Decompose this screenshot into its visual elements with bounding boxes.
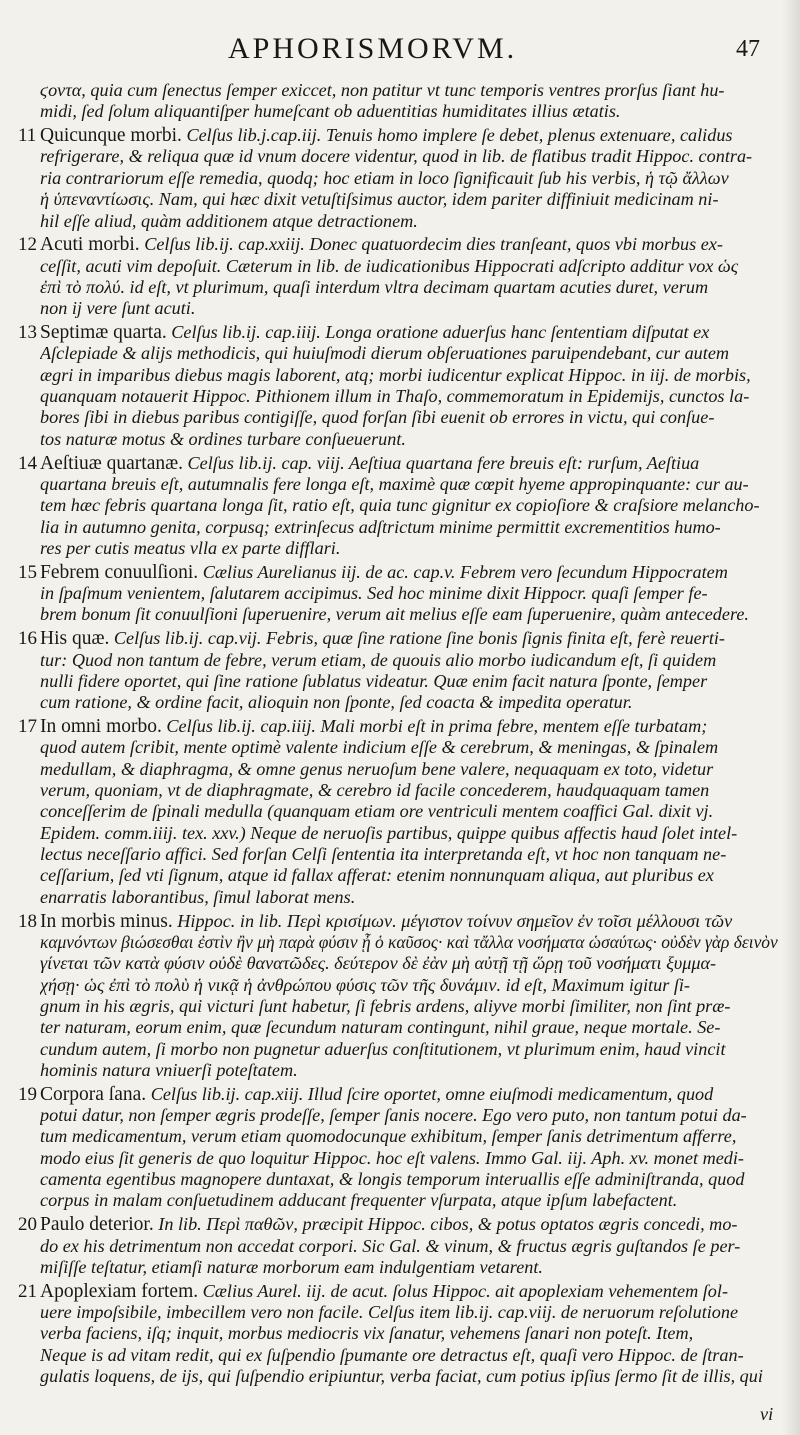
aphorism-number: 19 [18, 1083, 37, 1105]
aphorism-number: 12 [18, 234, 37, 256]
text-line: conceſſerim de ſpinali medulla (quanquam etiam ore ventriculi mentem coaffici Gal. dixit vj. [40, 801, 714, 822]
text-line: Epidem. comm.iiij. tex. xxv.) Neque de neruoſis partibus, quippe quibus affectis haud ſolet intel- [40, 822, 738, 843]
text-line: in ſpaſmum venientem, ſalutarem accipimus. Sed hoc minime dixit Hippocr. quaſi ſemper fe- [40, 583, 708, 604]
aphorism-number: 20 [18, 1214, 37, 1236]
text-line [40, 628, 778, 650]
text-line [40, 453, 778, 475]
text-line: uere impoſsibile, imbecillem vero non facile. Celſus item lib.ij. cap.viij. de neruorum reſolutione [40, 1302, 739, 1322]
page-number: 47 [736, 36, 760, 62]
commentary-text: Hippoc. in lib. Περὶ κρισίμων. μέγιστον τοίνυν σημεῖον ἐν τοῖσι μέλλουσι τῶν [172, 910, 733, 931]
text-line: ϛοντα, quia cum ſenectus ſemper exiccet, non patitur vt tunc temporis ventres prorſus ſiant hu- [40, 80, 725, 100]
text-line: Aſclepiade & alijs methodicis, qui huiuſmodi dierum obſeruationes paruipendebant, cur autem [40, 343, 730, 364]
text-line: lectus neceſſario affici. Sed forſan Celſi ſententia ita interpretanda eſt, vt hoc non tanquam ne- [40, 844, 727, 865]
text-line: do ex his detrimentum non accedat corpori. Sic Gal. & vinum, & fructus ægris guſtandos ſe per- [40, 1235, 741, 1256]
text-line: ἡ ὑπεναντίωσις. Nam, qui hæc dixit vetuſtiſsimus auctor, idem pariter diffiniuit medicinam ni- [40, 189, 719, 210]
text-line: quartana breuis eſt, autumnalis fere longa eſt, maximè quæ cœpit hyeme appropinquante: cur au- [40, 473, 749, 494]
commentary-text: Celſus lib.ij. cap.iiij. Longa oratione aduerſus hanc ſententiam diſputat ex [166, 322, 710, 343]
text-line: modo eius ſit generis de quo loquitur Hippoc. hoc eſt valens. Immo Gal. iij. Aph. xv. monet medi- [40, 1147, 744, 1168]
text-line: tum medicamentum, verum etiam quomodocunque exhibitum, ſemper ſanis detrimentum afferre, [40, 1126, 737, 1147]
text-line: quod autem ſcribit, mente optimè valente indicium eſſe & cerebrum, & meningas, & ſpinalem [40, 737, 719, 758]
lemma-keyword: Quicunque morbi. [40, 125, 182, 147]
text-line: brem bonum ſit conuulſioni ſuperuenire, verum ait melius eſſe eam ſuperuenire, quàm antecedere. [40, 604, 749, 625]
lemma-keyword: Acuti morbi. [40, 234, 140, 256]
text-line: camenta egentibus magnopere duntaxat, & longis temporum interuallis eſſe adminiſtranda, quod [40, 1169, 745, 1190]
lemma-keyword: His quæ. [40, 628, 110, 650]
commentary-text: Celſus lib.ij. cap.xxiij. Donec quatuordecim dies tranſeant, quos vbi morbus ex- [139, 234, 723, 255]
aphorism-number: 17 [18, 715, 37, 737]
text-line: ceſſit, acuti vim depoſuit. Cæterum in lib. de iudicationibus Hippocrati adſcripto additur vox ὡς [40, 255, 739, 276]
lemma-keyword: In morbis minus. [40, 910, 173, 932]
text-line: potui datur, non ſemper ægris prodeſſe, ſemper ſanis nocere. Ego vero puto, non tantum potui da- [40, 1105, 747, 1126]
lemma-keyword: In omni morbo. [40, 715, 162, 737]
text-line: tos naturæ motus & ordines turbare conſueuerunt. [40, 428, 406, 449]
aphorism-number: 13 [18, 322, 37, 344]
text-line: hil eſſe aliud, quàm additionem atque detractionem. [40, 210, 418, 231]
text-line: bores ſibi in diebus paribus contigiſſe, quod forſan ſibi euenit ob errores in victu, qui conſue- [40, 407, 715, 428]
aphorism-number: 15 [18, 561, 37, 583]
aphorism-number: 18 [18, 910, 37, 932]
text-line: χήσῃ· ὡς ἐπὶ τὸ πολὺ ἡ νικᾷ ἡ ἀνθρώπου φύσις τῶν τῆς δυνάμιν. id eſt, Maximum igitur ſi- [40, 974, 690, 995]
text-line: Neque is ad vitam redit, qui ex ſuſpendio ſpumante ore detractus eſt, quaſi vero Hippoc. de ſtran- [40, 1344, 744, 1365]
text-line [40, 716, 778, 738]
text-line: quanquam notauerit Hippoc. Pithionem illum in Thaſo, commemoratum in Epidemijs, cunctos la- [40, 386, 750, 407]
page-header [0, 30, 800, 76]
text-line [40, 562, 778, 584]
text-line: cundum autem, ſi morbo non pugnetur aduerſus conſtitutionem, vt plurimum enim, haud vincit [40, 1038, 726, 1059]
commentary-text: Celſus lib.ij. cap.xiij. Illud ſcire oportet, omne eiuſmodi medicamentum, quod [146, 1083, 714, 1104]
text-line: verba faciens, iſq; inquit, morbus mediocris vix ſanatur, vehemens ſanari non poteſt. Item, [40, 1323, 694, 1344]
text-line: non ij vere ſunt acuti. [40, 298, 196, 319]
lemma-keyword: Corpora ſana. [40, 1083, 147, 1105]
text-line [40, 1084, 778, 1106]
text-line: medullam, & diaphragma, & omne genus neruoſum bene valere, nequaquam ex toto, videtur [40, 758, 714, 779]
commentary-text: Cælius Aurelianus iij. de ac. cap.v. Febrem vero ſecundum Hippocratem [198, 561, 728, 582]
lemma-keyword: Febrem conuulſioni. [40, 561, 199, 583]
text-line: καμνόντων βιώσεσθαι ἐστὶν ἢν μὴ παρὰ φύσιν ᾖ ὁ καῦσος· καὶ τἄλλα νοσήματα ὡσαύτως· οὐδὲν γὰρ δεινὸν [40, 931, 778, 952]
text-line: midi, ſed ſolum aliquantiſper humeſcant ob aduentitias humiditates illius ætatis. [40, 101, 621, 121]
text-line: ἐπὶ τὸ πολύ. id eſt, vt plurimum, quaſi interdum vltra decimam quartam acuties duret, verum [40, 276, 709, 297]
text-line [40, 234, 778, 256]
aphorism-number: 16 [18, 628, 37, 650]
page-edge-shadow [782, 0, 800, 1435]
text-line: ter naturam, eorum enim, quæ ſecundum naturam contingunt, nihil graue, neque mortale. Se- [40, 1017, 721, 1038]
commentary-text: Celſus lib.ij. cap.vij. Febris, quæ ſine ratione ſine bonis ſignis finita eſt, ferè reuerti- [109, 628, 725, 649]
commentary-text: In lib. Περὶ παθῶν, præcipit Hippoc. cibos, & potus optatos ægris concedi, mo- [153, 1214, 738, 1235]
text-line: res per cutis meatus vlla ex parte difflari. [40, 537, 341, 558]
commentary-text: Celſus lib.ij. cap. viij. Aeſtiua quartana fere breuis eſt: rurſum, Aeſtiua [182, 452, 700, 473]
text-line [40, 911, 778, 933]
text-line: gulatis loquens, de ijs, qui ſuſpendio eripiuntur, verba faciat, cum potius ipſius ſermo ſit de illis, qui [40, 1366, 763, 1387]
text-line [40, 1281, 778, 1303]
text-line: refrigerare, & reliqua quæ id vnum docere videntur, quod in lib. de flatibus tradit Hippoc. contra- [40, 146, 753, 167]
text-line [40, 322, 778, 344]
text-line [40, 125, 778, 147]
text-line: ceſſarium, ſed vti ſignum, atque id fallax afferat: etenim nonnunquam aliqua, aut pluribus ex [40, 865, 714, 886]
text-line: gnum in his ægris, qui victuri ſunt habetur, ſi febris ardens, aliyve morbi ſimiliter, non ſint præ- [40, 995, 731, 1016]
lemma-keyword: Paulo deterior. [40, 1214, 154, 1236]
lemma-keyword: Septimæ quarta. [40, 322, 167, 344]
commentary-text: Celſus lib.ij. cap.iiij. Mali morbi eſt in prima febre, mentem eſſe turbatam; [161, 715, 708, 736]
commentary-text: Celſus lib.j.cap.iij. Tenuis homo implere ſe debet, plenus extenuare, calidus [181, 125, 733, 146]
text-line: ægri in imparibus diebus magis laborent, atq; morbi iudicentur explicat Hippoc. in iij. de morbis, [40, 364, 751, 385]
text-line: verum, quoniam, vt de diaphragmate, & cerebro id facile concederem, haudquaquam tamen [40, 780, 710, 800]
lemma-keyword: Aeſtiuæ quartanæ. [40, 452, 183, 474]
text-line: hominis natura vniuerſi poteſtatem. [40, 1059, 298, 1080]
text-line: ria contrariorum eſſe remedia, quodq; hoc etiam in loco ſignificauit ſub his verbis, ἡ τῷ ἄλλων [40, 167, 729, 188]
text-line: corpus in malam conſuetudinem adducant frequenter vſurpata, atque ipſum labefactent. [40, 1190, 678, 1211]
text-line: γίνεται τῶν κατὰ φύσιν οὐδὲ θανατῶδες. δεύτερον δὲ ἐὰν μὴ αὐτῇ τῇ ὥρῃ τοῦ νοσήματι ξυμμα- [40, 953, 717, 974]
text-line: lia in autumno genita, corpusq; extrinſecus adſtrictum minime permittit excrementitios humo- [40, 516, 721, 537]
text-line: nulli fidere oportet, qui ſine ratione ſublatus videatur. Quæ enim facit natura ſponte, ſemper [40, 670, 708, 691]
aphorism-number: 11 [18, 125, 37, 147]
text-line: cum ratione, & ordine facit, alioquin non ſponte, ſed coacta & impedita operatur. [40, 692, 633, 713]
text-line [40, 1214, 778, 1236]
text-line: enarratis laborantibus, ſimul laborat mens. [40, 886, 356, 907]
commentary-text: Cælius Aurel. iij. de acut. ſolus Hippoc. ait apoplexiam vehementem ſol- [198, 1280, 729, 1301]
catchword: vi [760, 1404, 774, 1424]
text-line: tem hæc febris quartana longa ſit, ratio eſt, quia tunc gignitur ex copioſiore & craſsiore melancho- [40, 495, 760, 516]
lemma-keyword: Apoplexiam fortem. [40, 1280, 199, 1302]
aphorism-number: 21 [18, 1280, 37, 1302]
aphorism-number: 14 [18, 452, 37, 474]
text-line: miſiſſe teſtatur, etiamſi naturæ morborum eam indulgentiam vetarent. [40, 1256, 543, 1277]
running-head: APHORISMORVM. [228, 32, 518, 65]
text-line: tur: Quod non tantum de febre, verum etiam, de quouis alio morbo iudicandum eſt, ſi quidem [40, 649, 717, 670]
